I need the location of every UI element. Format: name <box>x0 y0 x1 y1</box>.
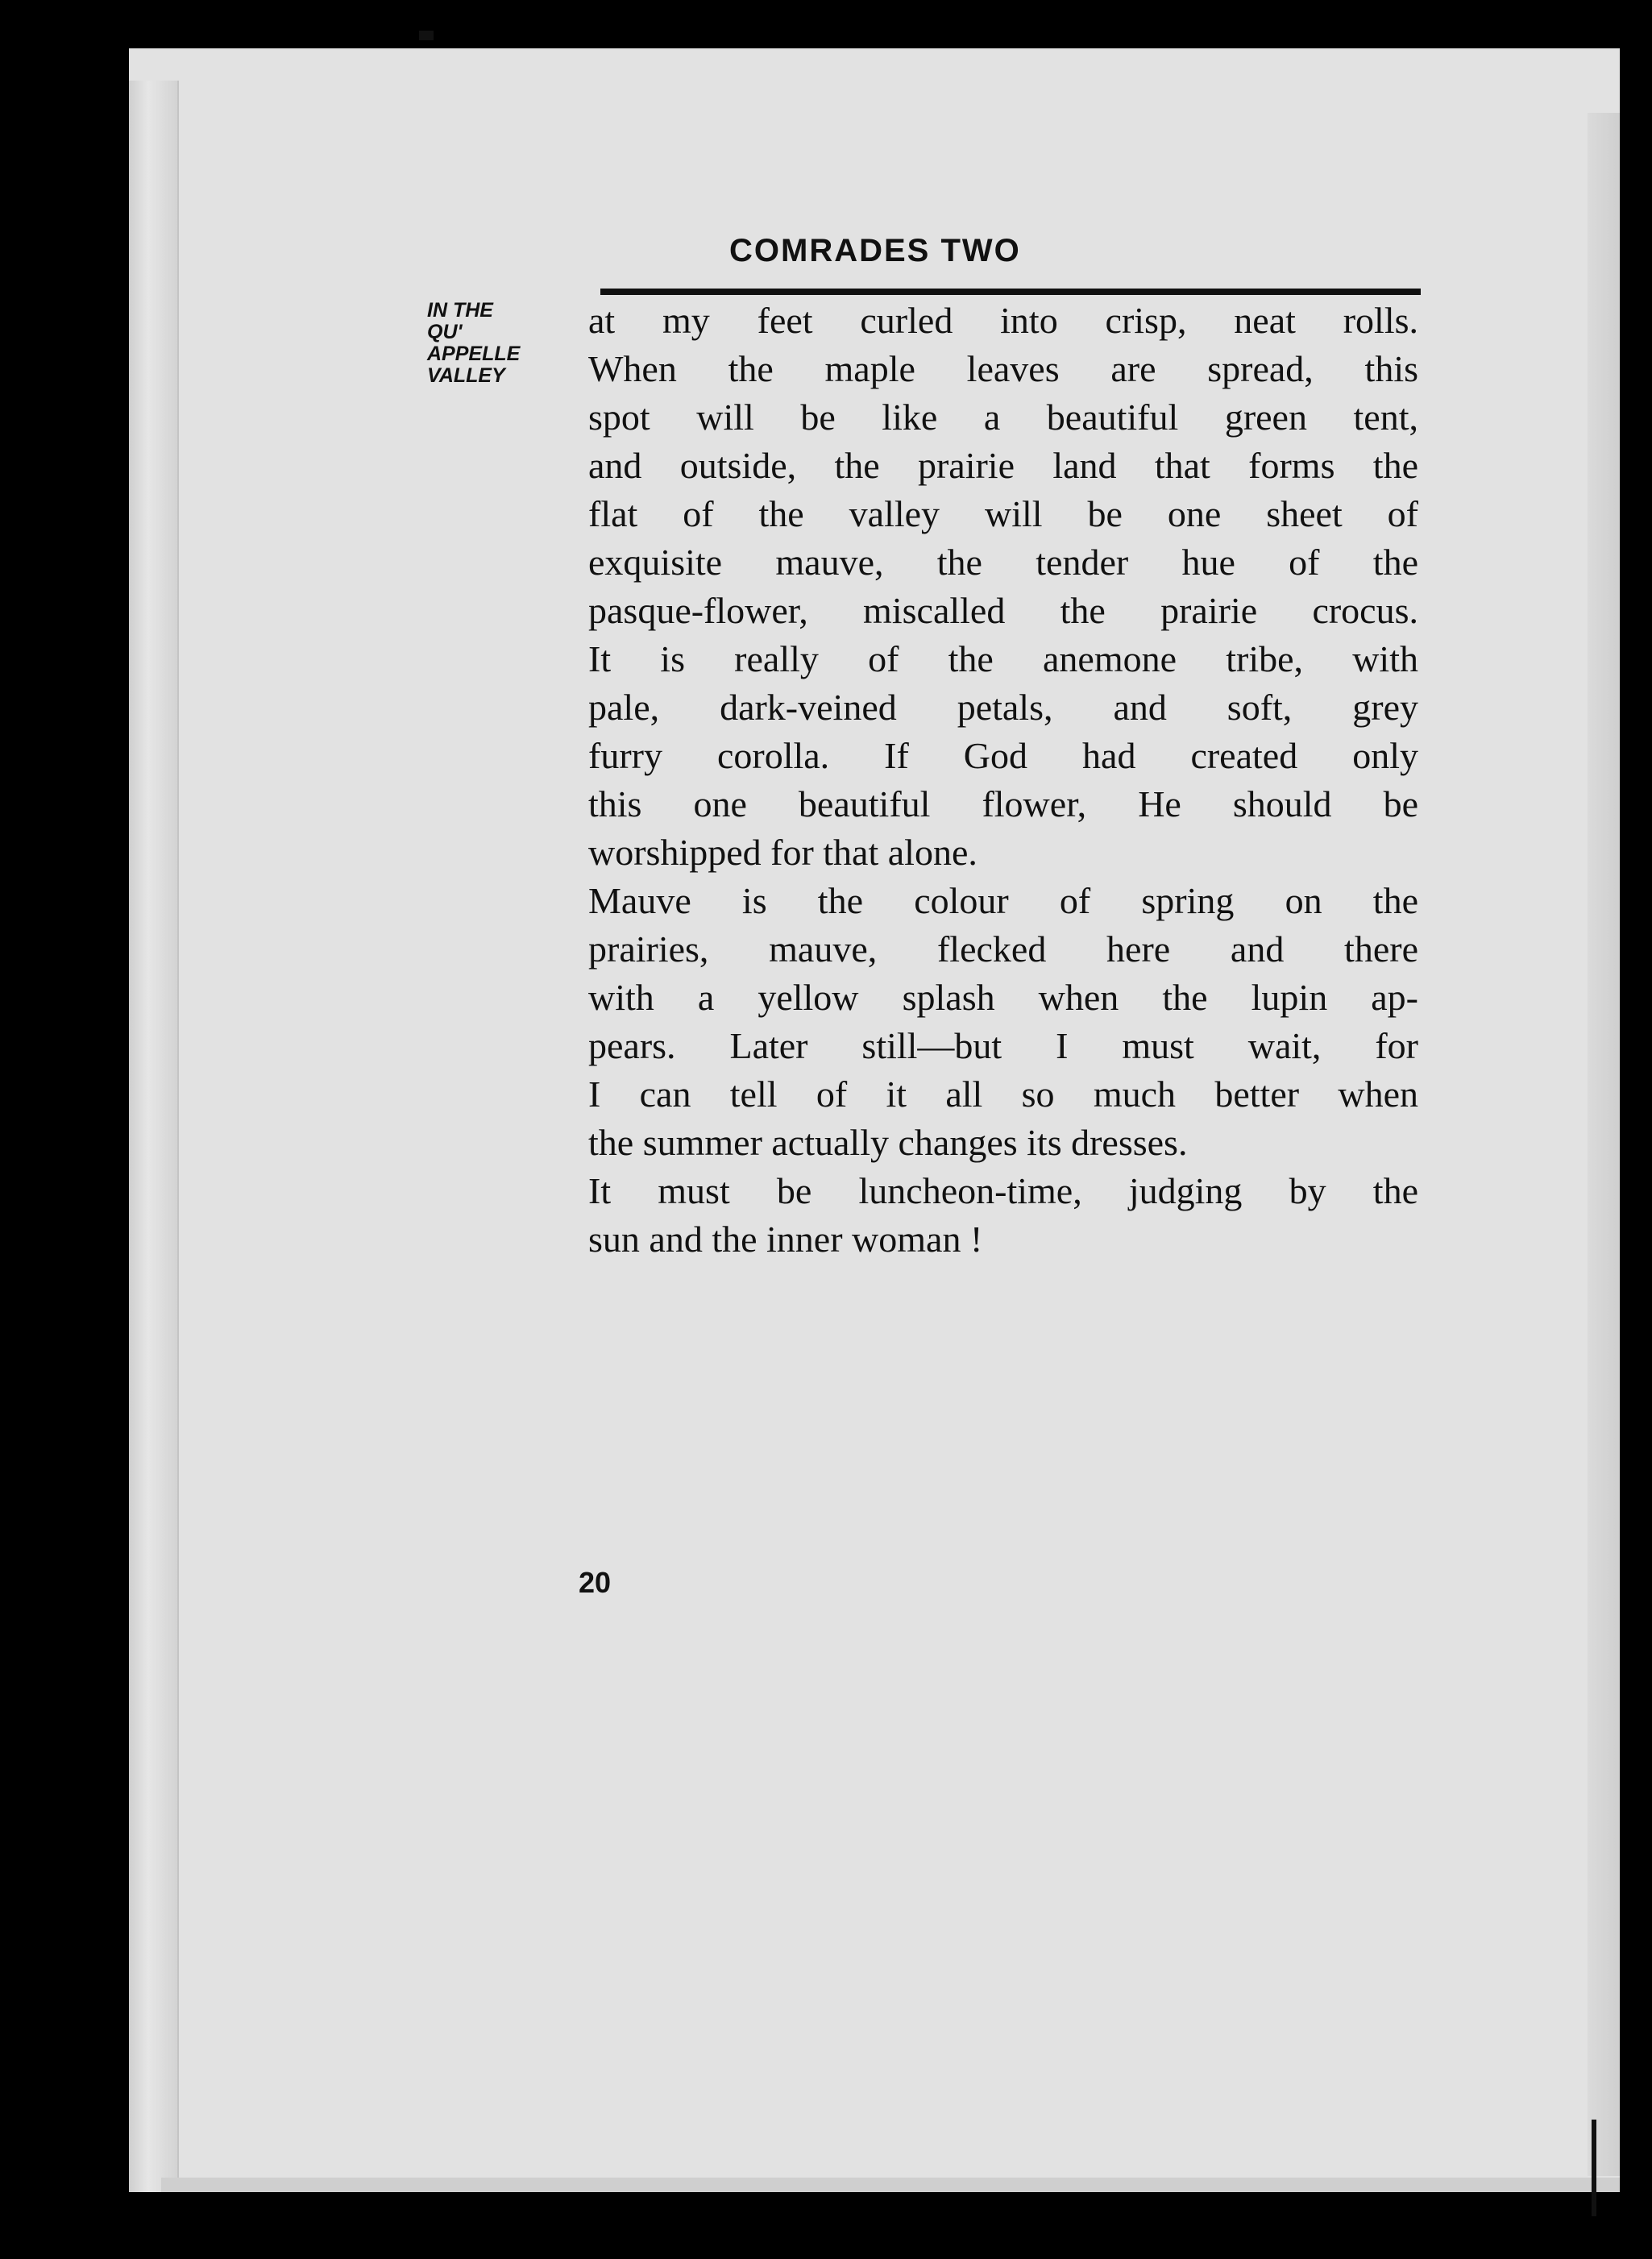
text-line: pale, dark-veined petals, and soft, grey <box>588 687 1418 728</box>
scan-mark <box>1592 2120 1596 2216</box>
body-text <box>588 297 1418 1264</box>
text-line: with a yellow splash when the lupin ap- <box>588 977 1418 1018</box>
text-line: flat of the valley will be one sheet of <box>588 493 1418 534</box>
text-line: pasque-flower, miscalled the prairie crocus. <box>588 590 1418 631</box>
marginal-note-line: VALLEY <box>427 364 505 387</box>
text-line: It must be luncheon-time, judging by the <box>588 1170 1418 1211</box>
page-bottom-edge <box>161 2178 1620 2192</box>
text-line: spot will be like a beautiful green tent, <box>588 397 1418 438</box>
page-number: 20 <box>579 1566 612 1599</box>
text-line: Mauve is the colour of spring on the <box>588 880 1418 921</box>
text-line: at my feet curled into crisp, neat rolls. <box>588 300 1418 341</box>
page-fore-edge <box>1588 113 1620 2176</box>
page-binding <box>129 81 179 2192</box>
marginal-note-line: QU' <box>427 321 463 343</box>
scan-speck <box>419 31 434 40</box>
text-line: prairies, mauve, flecked here and there <box>588 928 1418 970</box>
header-rule <box>600 289 1421 295</box>
running-head: COMRADES TWO <box>729 233 1021 268</box>
marginal-note-line: APPELLE <box>427 343 521 365</box>
text-line: I can tell of it all so much better when <box>588 1073 1418 1115</box>
text-line: this one beautiful flower, He should be <box>588 783 1418 824</box>
text-line: When the maple leaves are spread, this <box>588 348 1418 389</box>
marginal-note-line: IN THE <box>427 299 493 322</box>
text-line: worshipped for that alone. <box>588 832 978 873</box>
text-line: furry corolla. If God had created only <box>588 735 1418 776</box>
text-line: and outside, the prairie land that forms the <box>588 445 1418 486</box>
text-line: It is really of the anemone tribe, with <box>588 638 1418 679</box>
text-line: exquisite mauve, the tender hue of the <box>588 542 1418 583</box>
marginal-note <box>427 300 520 387</box>
text-line: the summer actually changes its dresses. <box>588 1122 1188 1163</box>
text-line: sun and the inner woman ! <box>588 1219 983 1260</box>
text-line: pears. Later still—but I must wait, for <box>588 1025 1418 1066</box>
